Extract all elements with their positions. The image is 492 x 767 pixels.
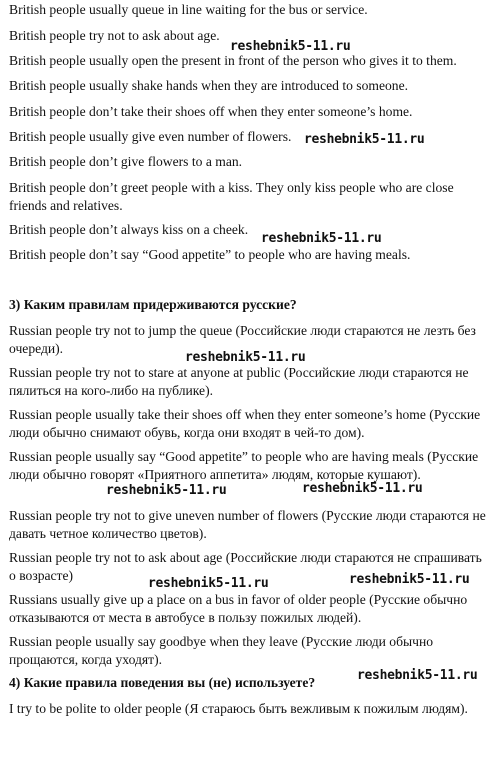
russian-rule-1: Russian people try not to jump the queue (Российские люди стараются не лезть без очереди). (9, 323, 476, 356)
watermark: reshebnik5-11.ru (185, 350, 306, 365)
watermark: reshebnik5-11.ru (302, 481, 423, 496)
russian-rule-3: Russian people usually take their shoes off when they enter someone’s home (Русские люди обычно снимают обувь, когда они входят в чей-то дом). (9, 407, 481, 440)
british-rule-10: British people don’t say “Good appetite” to people who are having meals. (9, 247, 411, 262)
watermark: reshebnik5-11.ru (261, 231, 382, 246)
british-rule-4: British people usually shake hands when they are introduced to someone. (9, 78, 409, 93)
watermark: reshebnik5-11.ru (349, 572, 470, 587)
watermark: reshebnik5-11.ru (106, 483, 227, 498)
watermark: reshebnik5-11.ru (148, 576, 269, 591)
british-rule-9: British people don’t always kiss on a cheek. (9, 222, 249, 237)
russian-rule-6: Russian people try not to ask about age (Российские люди стараются не спрашивать о возрасте) (9, 550, 482, 583)
british-rule-3: British people usually open the present in front of the person who gives it to them. (9, 53, 457, 68)
british-rule-8: British people don’t greet people with a kiss. They only kiss people who are close friends and relatives. (9, 180, 454, 213)
section3-heading: 3) Каким правилам придерживаются русские? (9, 297, 297, 312)
russian-rule-5: Russian people try not to give uneven number of flowers (Русские люди стараются не давать четное количество цветов). (9, 508, 486, 541)
british-rule-1: British people usually queue in line waiting for the bus or service. (9, 2, 368, 17)
section4-heading: 4) Какие правила поведения вы (не) используете? (9, 675, 316, 690)
russian-rule-8: Russian people usually say goodbye when they leave (Русские люди обычно прощаются, когда уходят). (9, 634, 434, 667)
watermark: reshebnik5-11.ru (304, 132, 425, 147)
personal-rule-1: I try to be polite to older people (Я стараюсь быть вежливым к пожилым людям). (9, 701, 468, 716)
british-rule-5: British people don’t take their shoes off when they enter someone’s home. (9, 104, 413, 119)
watermark: reshebnik5-11.ru (230, 39, 351, 54)
watermark: reshebnik5-11.ru (357, 668, 478, 683)
british-rule-7: British people don’t give flowers to a man. (9, 154, 243, 169)
russian-rule-7: Russians usually give up a place on a bus in favor of older people (Русские обычно отказываются от места в автобусе в пользу пожилых людей). (9, 592, 468, 625)
british-rule-2: British people try not to ask about age. (9, 28, 220, 43)
russian-rule-2: Russian people try not to stare at anyone at public (Российские люди стараются не пялиться на кого-либо на публике). (9, 365, 469, 398)
british-rule-6: British people usually give even number of flowers. (9, 129, 292, 144)
russian-rule-4: Russian people usually say “Good appetite” to people who are having meals (Русские люди обычно говорят «Приятного аппетита» людям, которые кушают). (9, 449, 479, 482)
